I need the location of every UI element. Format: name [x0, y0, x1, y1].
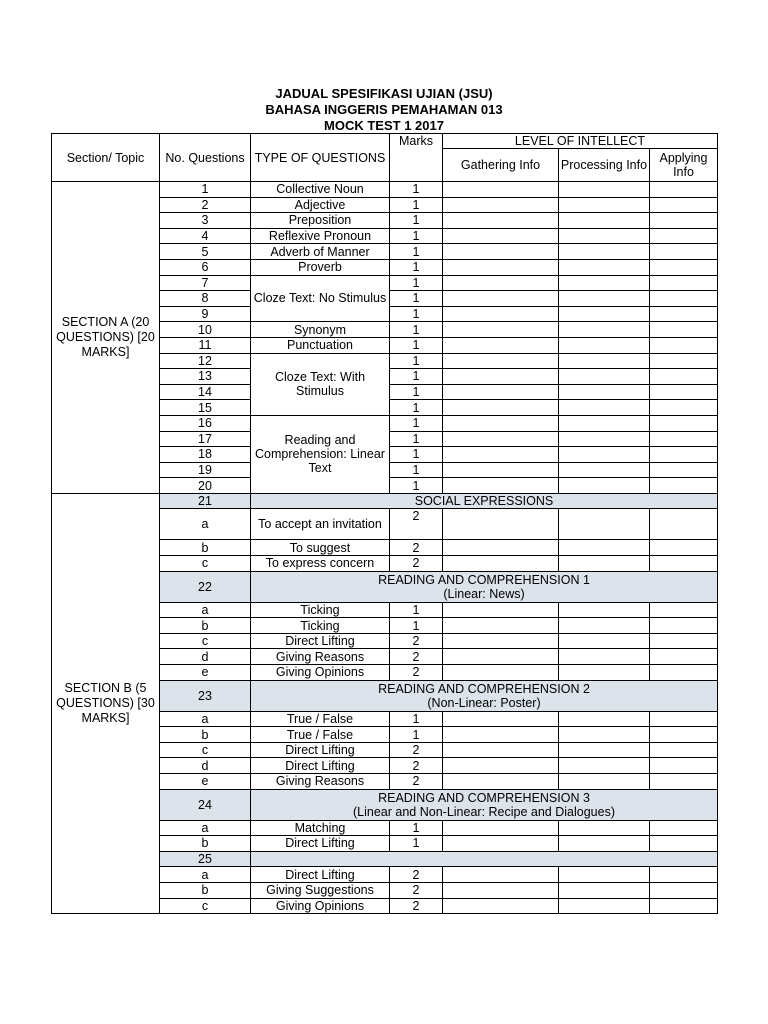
empty-cell	[650, 244, 718, 260]
empty-cell	[650, 867, 718, 883]
question-marks: 1	[390, 618, 443, 634]
empty-cell	[559, 369, 650, 385]
empty-cell	[443, 618, 559, 634]
question-no: 16	[160, 415, 251, 431]
question-marks: 1	[390, 447, 443, 463]
question-heading-subtitle: (Non-Linear: Poster)	[427, 695, 541, 710]
question-no: a	[160, 820, 251, 836]
empty-cell	[650, 665, 718, 681]
empty-cell	[443, 820, 559, 836]
question-type: Ticking	[251, 602, 390, 618]
question-heading-title: SOCIAL EXPRESSIONS	[414, 494, 554, 509]
empty-cell	[443, 431, 559, 447]
question-marks: 1	[390, 306, 443, 322]
empty-cell	[650, 602, 718, 618]
question-no: a	[160, 509, 251, 540]
question-heading-title: READING AND COMPREHENSION 2	[378, 681, 590, 696]
question-marks: 1	[390, 182, 443, 198]
empty-cell	[559, 400, 650, 416]
question-no: 18	[160, 447, 251, 463]
question-marks: 1	[390, 275, 443, 291]
header-type-of-questions: TYPE OF QUESTIONS	[251, 134, 390, 182]
question-marks: 1	[390, 259, 443, 275]
question-type: Direct Lifting	[251, 836, 390, 852]
empty-cell	[559, 665, 650, 681]
question-marks: 2	[390, 509, 443, 540]
empty-cell	[443, 306, 559, 322]
question-type: Direct Lifting	[251, 758, 390, 774]
question-marks: 1	[390, 244, 443, 260]
question-marks: 2	[390, 882, 443, 898]
empty-cell	[559, 431, 650, 447]
empty-cell	[443, 275, 559, 291]
empty-cell	[443, 259, 559, 275]
empty-cell	[443, 369, 559, 385]
question-no: b	[160, 618, 251, 634]
question-no: c	[160, 742, 251, 758]
question-no: 22	[160, 571, 251, 602]
question-type: Matching	[251, 820, 390, 836]
empty-cell	[650, 618, 718, 634]
empty-cell	[650, 213, 718, 229]
empty-cell	[559, 228, 650, 244]
empty-cell	[559, 197, 650, 213]
empty-cell	[650, 820, 718, 836]
empty-cell	[650, 400, 718, 416]
empty-cell	[650, 711, 718, 727]
question-marks: 1	[390, 197, 443, 213]
question-marks: 1	[390, 462, 443, 478]
empty-cell	[443, 556, 559, 572]
question-no: e	[160, 774, 251, 790]
empty-cell	[443, 291, 559, 307]
question-no: c	[160, 898, 251, 914]
question-no: 8	[160, 291, 251, 307]
empty-cell	[650, 306, 718, 322]
question-type: Adverb of Manner	[251, 244, 390, 260]
empty-cell	[559, 462, 650, 478]
empty-cell	[650, 540, 718, 556]
question-marks: 1	[390, 213, 443, 229]
question-type: Reading and Comprehension: Linear Text	[251, 415, 390, 493]
question-type: To suggest	[251, 540, 390, 556]
question-no: 17	[160, 431, 251, 447]
empty-cell	[559, 758, 650, 774]
question-no: a	[160, 602, 251, 618]
question-no: b	[160, 727, 251, 743]
empty-cell	[559, 384, 650, 400]
empty-cell	[559, 322, 650, 338]
question-marks: 2	[390, 898, 443, 914]
question-type: Direct Lifting	[251, 867, 390, 883]
empty-cell	[559, 337, 650, 353]
question-no: 4	[160, 228, 251, 244]
question-marks: 2	[390, 742, 443, 758]
question-marks: 1	[390, 602, 443, 618]
section-b-label: SECTION B (5 QUESTIONS) [30 MARKS]	[52, 493, 160, 913]
question-no: b	[160, 836, 251, 852]
empty-cell	[443, 509, 559, 540]
empty-cell	[650, 742, 718, 758]
question-marks: 1	[390, 836, 443, 852]
question-heading	[251, 493, 718, 509]
question-type: Synonym	[251, 322, 390, 338]
question-heading-row	[52, 493, 718, 509]
empty-cell	[650, 758, 718, 774]
question-marks: 2	[390, 774, 443, 790]
empty-cell	[443, 415, 559, 431]
question-no: 5	[160, 244, 251, 260]
header-gathering-info: Gathering Info	[443, 149, 559, 182]
empty-cell	[443, 711, 559, 727]
question-type: Collective Noun	[251, 182, 390, 198]
empty-cell	[443, 774, 559, 790]
empty-cell	[559, 259, 650, 275]
question-marks: 1	[390, 322, 443, 338]
question-type: Ticking	[251, 618, 390, 634]
empty-cell	[443, 182, 559, 198]
question-type: Adjective	[251, 197, 390, 213]
question-type: True / False	[251, 711, 390, 727]
question-type: Giving Opinions	[251, 665, 390, 681]
empty-cell	[443, 882, 559, 898]
empty-cell	[650, 228, 718, 244]
question-no: 7	[160, 275, 251, 291]
question-marks: 1	[390, 727, 443, 743]
question-type: Giving Suggestions	[251, 882, 390, 898]
question-heading	[251, 789, 718, 820]
question-heading-title: READING AND COMPREHENSION 3	[378, 790, 590, 805]
question-heading-subtitle: (Linear: News)	[443, 586, 525, 601]
title-line-3: MOCK TEST 1 2017	[324, 118, 444, 133]
question-no: e	[160, 665, 251, 681]
question-heading	[251, 680, 718, 711]
empty-cell	[443, 758, 559, 774]
empty-cell	[650, 649, 718, 665]
empty-cell	[443, 633, 559, 649]
empty-cell	[650, 337, 718, 353]
empty-cell	[443, 649, 559, 665]
header-applying-info: Applying Info	[650, 149, 718, 182]
question-no: 2	[160, 197, 251, 213]
specification-table	[51, 133, 718, 914]
empty-cell	[650, 447, 718, 463]
question-no: d	[160, 758, 251, 774]
question-marks: 1	[390, 353, 443, 369]
empty-cell	[559, 244, 650, 260]
empty-cell	[443, 602, 559, 618]
empty-cell	[559, 275, 650, 291]
question-no: 20	[160, 478, 251, 494]
empty-cell	[443, 540, 559, 556]
empty-cell	[443, 337, 559, 353]
question-marks: 2	[390, 540, 443, 556]
table-row	[52, 182, 718, 198]
empty-cell	[650, 727, 718, 743]
empty-cell	[443, 727, 559, 743]
empty-cell	[559, 633, 650, 649]
empty-cell	[650, 197, 718, 213]
empty-cell	[443, 665, 559, 681]
empty-cell	[650, 836, 718, 852]
empty-cell	[559, 353, 650, 369]
empty-cell	[559, 882, 650, 898]
question-marks: 1	[390, 228, 443, 244]
empty-cell	[443, 462, 559, 478]
question-marks: 1	[390, 711, 443, 727]
question-no: 23	[160, 680, 251, 711]
question-marks: 2	[390, 665, 443, 681]
question-type: Punctuation	[251, 337, 390, 353]
empty-cell	[650, 774, 718, 790]
empty-cell	[559, 182, 650, 198]
question-marks: 1	[390, 369, 443, 385]
question-type: Giving Reasons	[251, 774, 390, 790]
empty-cell	[650, 556, 718, 572]
question-no: 14	[160, 384, 251, 400]
question-type: True / False	[251, 727, 390, 743]
empty-cell	[559, 509, 650, 540]
question-type: To express concern	[251, 556, 390, 572]
question-no: c	[160, 556, 251, 572]
header-section-topic: Section/ Topic	[52, 134, 160, 182]
empty-cell	[650, 478, 718, 494]
question-type: Cloze Text: With Stimulus	[251, 353, 390, 415]
empty-cell	[650, 369, 718, 385]
question-marks: 2	[390, 758, 443, 774]
empty-cell	[559, 898, 650, 914]
question-no: 12	[160, 353, 251, 369]
question-no: b	[160, 540, 251, 556]
question-marks: 2	[390, 633, 443, 649]
empty-cell	[650, 259, 718, 275]
empty-cell	[650, 633, 718, 649]
question-marks: 2	[390, 649, 443, 665]
question-type: Preposition	[251, 213, 390, 229]
question-no: 21	[160, 493, 251, 509]
question-no: 13	[160, 369, 251, 385]
empty-cell	[559, 540, 650, 556]
empty-cell	[559, 556, 650, 572]
header-level-of-intellect: LEVEL OF INTELLECT	[443, 134, 718, 149]
empty-cell	[650, 882, 718, 898]
empty-cell	[559, 727, 650, 743]
empty-cell	[650, 275, 718, 291]
empty-cell	[650, 182, 718, 198]
empty-cell	[559, 742, 650, 758]
question-no: a	[160, 867, 251, 883]
empty-cell	[650, 291, 718, 307]
question-marks: 1	[390, 820, 443, 836]
header-processing-info: Processing Info	[559, 149, 650, 182]
empty-cell	[650, 431, 718, 447]
question-heading	[251, 851, 718, 867]
question-marks: 2	[390, 556, 443, 572]
title-line-2: BAHASA INGGERIS PEMAHAMAN 013	[265, 102, 503, 117]
empty-cell	[559, 649, 650, 665]
question-no: 6	[160, 259, 251, 275]
empty-cell	[559, 213, 650, 229]
empty-cell	[443, 228, 559, 244]
empty-cell	[650, 322, 718, 338]
empty-cell	[443, 742, 559, 758]
document-title	[0, 86, 768, 134]
question-marks: 2	[390, 867, 443, 883]
empty-cell	[559, 867, 650, 883]
question-no: 15	[160, 400, 251, 416]
question-type: To accept an invitation	[251, 509, 390, 540]
empty-cell	[443, 322, 559, 338]
section-a-label: SECTION A (20 QUESTIONS) [20 MARKS]	[52, 182, 160, 494]
empty-cell	[559, 618, 650, 634]
empty-cell	[443, 244, 559, 260]
header-no-questions: No. Questions	[160, 134, 251, 182]
empty-cell	[559, 602, 650, 618]
empty-cell	[559, 291, 650, 307]
question-marks: 1	[390, 384, 443, 400]
question-no: b	[160, 882, 251, 898]
question-no: d	[160, 649, 251, 665]
empty-cell	[559, 306, 650, 322]
question-type: Proverb	[251, 259, 390, 275]
question-no: 9	[160, 306, 251, 322]
empty-cell	[443, 478, 559, 494]
question-no: 10	[160, 322, 251, 338]
question-type: Direct Lifting	[251, 633, 390, 649]
empty-cell	[443, 836, 559, 852]
empty-cell	[443, 447, 559, 463]
question-heading-subtitle: (Linear and Non-Linear: Recipe and Dialogues)	[353, 804, 615, 819]
question-marks: 1	[390, 291, 443, 307]
empty-cell	[443, 197, 559, 213]
empty-cell	[559, 478, 650, 494]
question-marks: 1	[390, 431, 443, 447]
empty-cell	[443, 898, 559, 914]
question-no: 1	[160, 182, 251, 198]
question-marks: 1	[390, 415, 443, 431]
empty-cell	[559, 774, 650, 790]
question-marks: 1	[390, 478, 443, 494]
question-no: 24	[160, 789, 251, 820]
title-line-1: JADUAL SPESIFIKASI UJIAN (JSU)	[275, 86, 493, 101]
question-no: a	[160, 711, 251, 727]
empty-cell	[443, 400, 559, 416]
question-marks: 1	[390, 337, 443, 353]
empty-cell	[443, 867, 559, 883]
question-heading	[251, 571, 718, 602]
empty-cell	[443, 384, 559, 400]
question-type: Cloze Text: No Stimulus	[251, 275, 390, 322]
header-marks: Marks	[390, 134, 443, 182]
empty-cell	[650, 509, 718, 540]
question-no: 25	[160, 851, 251, 867]
question-type: Direct Lifting	[251, 742, 390, 758]
empty-cell	[650, 462, 718, 478]
empty-cell	[650, 353, 718, 369]
empty-cell	[559, 836, 650, 852]
empty-cell	[559, 711, 650, 727]
empty-cell	[443, 353, 559, 369]
empty-cell	[650, 415, 718, 431]
question-type: Giving Reasons	[251, 649, 390, 665]
question-no: c	[160, 633, 251, 649]
empty-cell	[650, 898, 718, 914]
question-type: Reflexive Pronoun	[251, 228, 390, 244]
empty-cell	[443, 213, 559, 229]
empty-cell	[559, 820, 650, 836]
empty-cell	[559, 447, 650, 463]
question-no: 3	[160, 213, 251, 229]
empty-cell	[650, 384, 718, 400]
question-heading-title: READING AND COMPREHENSION 1	[378, 572, 590, 587]
question-type: Giving Opinions	[251, 898, 390, 914]
question-no: 11	[160, 337, 251, 353]
question-no: 19	[160, 462, 251, 478]
question-marks: 1	[390, 400, 443, 416]
empty-cell	[559, 415, 650, 431]
